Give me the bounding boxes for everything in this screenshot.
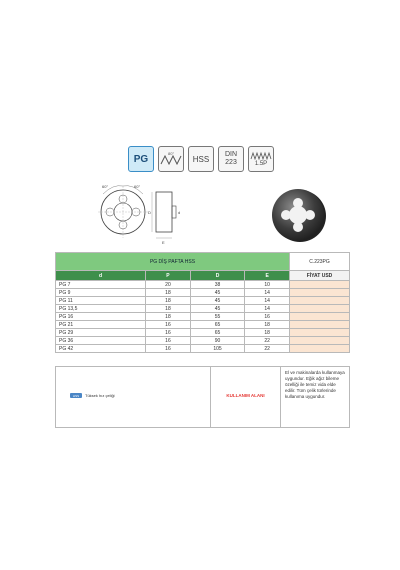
legend-text: Tüksek hız çeliği [85, 393, 115, 398]
column-header-price: FİYAT USD [290, 271, 350, 281]
row-thickness: 14 [245, 305, 290, 313]
row-size: PG 36 [56, 337, 146, 345]
row-pitch: 18 [146, 313, 191, 321]
row-pitch: 20 [146, 281, 191, 289]
thread-pitch-label: 1.5P [254, 161, 268, 167]
pg-label: PG [133, 153, 149, 165]
row-price [290, 313, 350, 321]
row-outer-diameter: 38 [190, 281, 245, 289]
legend-cell [56, 367, 211, 427]
usage-title: KULLANIM ALANI [226, 393, 265, 398]
row-outer-diameter: 65 [190, 329, 245, 337]
row-size: PG 11 [56, 297, 146, 305]
angle-a-label: 60° [102, 184, 109, 189]
row-price [290, 281, 350, 289]
row-price [290, 289, 350, 297]
table-row [56, 345, 350, 353]
row-thickness: 16 [245, 313, 290, 321]
product-table [55, 252, 350, 353]
product-photo [268, 186, 328, 244]
row-thickness: 10 [245, 281, 290, 289]
row-thickness: 22 [245, 337, 290, 345]
usage-title-cell [211, 367, 281, 427]
row-outer-diameter: 55 [190, 313, 245, 321]
row-size: PG 42 [56, 345, 146, 353]
table-row [56, 289, 350, 297]
table-row [56, 305, 350, 313]
row-size: PG 16 [56, 313, 146, 321]
column-header-p: P [146, 271, 191, 281]
table-row [56, 297, 350, 305]
angle-label: 80° [168, 151, 175, 156]
row-size: PG 13,5 [56, 305, 146, 313]
row-outer-diameter: 45 [190, 289, 245, 297]
row-price [290, 321, 350, 329]
product-code: C.223PG [290, 253, 350, 271]
row-thickness: 18 [245, 329, 290, 337]
dim-E-label: E [162, 240, 165, 245]
table-title: PG DİŞ PAFTA HSS [56, 253, 290, 271]
row-price [290, 297, 350, 305]
row-outer-diameter: 90 [190, 337, 245, 345]
info-strip [55, 366, 350, 428]
table-row [56, 329, 350, 337]
table-row [56, 337, 350, 345]
row-size: PG 21 [56, 321, 146, 329]
row-outer-diameter: 45 [190, 305, 245, 313]
row-size: PG 9 [56, 289, 146, 297]
row-outer-diameter: 65 [190, 321, 245, 329]
usage-description: El ve makinalarda kullanmaya uygundur. Eğik ağız bileme özelliği ile temiz vida elde edilir. Tüm çelik türlerinde kullanıma uygundur. [285, 370, 345, 399]
row-pitch: 18 [146, 305, 191, 313]
hss-label: HSS [192, 154, 210, 164]
row-pitch: 16 [146, 337, 191, 345]
row-pitch: 16 [146, 345, 191, 353]
row-price [290, 337, 350, 345]
legend [70, 393, 115, 398]
row-price [290, 305, 350, 313]
row-pitch: 18 [146, 289, 191, 297]
row-size: PG 29 [56, 329, 146, 337]
row-thickness: 22 [245, 345, 290, 353]
column-header-e: E [245, 271, 290, 281]
row-pitch: 16 [146, 321, 191, 329]
din-icon [218, 146, 244, 172]
row-thickness: 14 [245, 297, 290, 305]
feature-icons [128, 146, 274, 172]
row-pitch: 18 [146, 297, 191, 305]
row-outer-diameter: 45 [190, 297, 245, 305]
row-thickness: 18 [245, 321, 290, 329]
row-size: PG 7 [56, 281, 146, 289]
table-row [56, 321, 350, 329]
dim-D-label: D [148, 210, 151, 215]
column-header-outer-d: D [190, 271, 245, 281]
row-outer-diameter: 105 [190, 345, 245, 353]
technical-drawing [88, 180, 208, 250]
row-price [290, 345, 350, 353]
din-label-bottom: 223 [225, 159, 237, 166]
row-price [290, 329, 350, 337]
angle-b-label: 60° [134, 184, 141, 189]
table-row [56, 313, 350, 321]
thread-pitch-icon [248, 146, 274, 172]
dim-d-label: d [178, 210, 181, 215]
usage-description-cell [281, 367, 349, 427]
din-label-top: DIN [224, 151, 238, 158]
table-row [56, 281, 350, 289]
column-header-d: d [56, 271, 146, 281]
hss-legend-swatch: HSS [70, 393, 82, 398]
row-thickness: 14 [245, 289, 290, 297]
row-pitch: 16 [146, 329, 191, 337]
thread-angle-icon [158, 146, 184, 172]
pg-icon [128, 146, 154, 172]
hss-icon [188, 146, 214, 172]
